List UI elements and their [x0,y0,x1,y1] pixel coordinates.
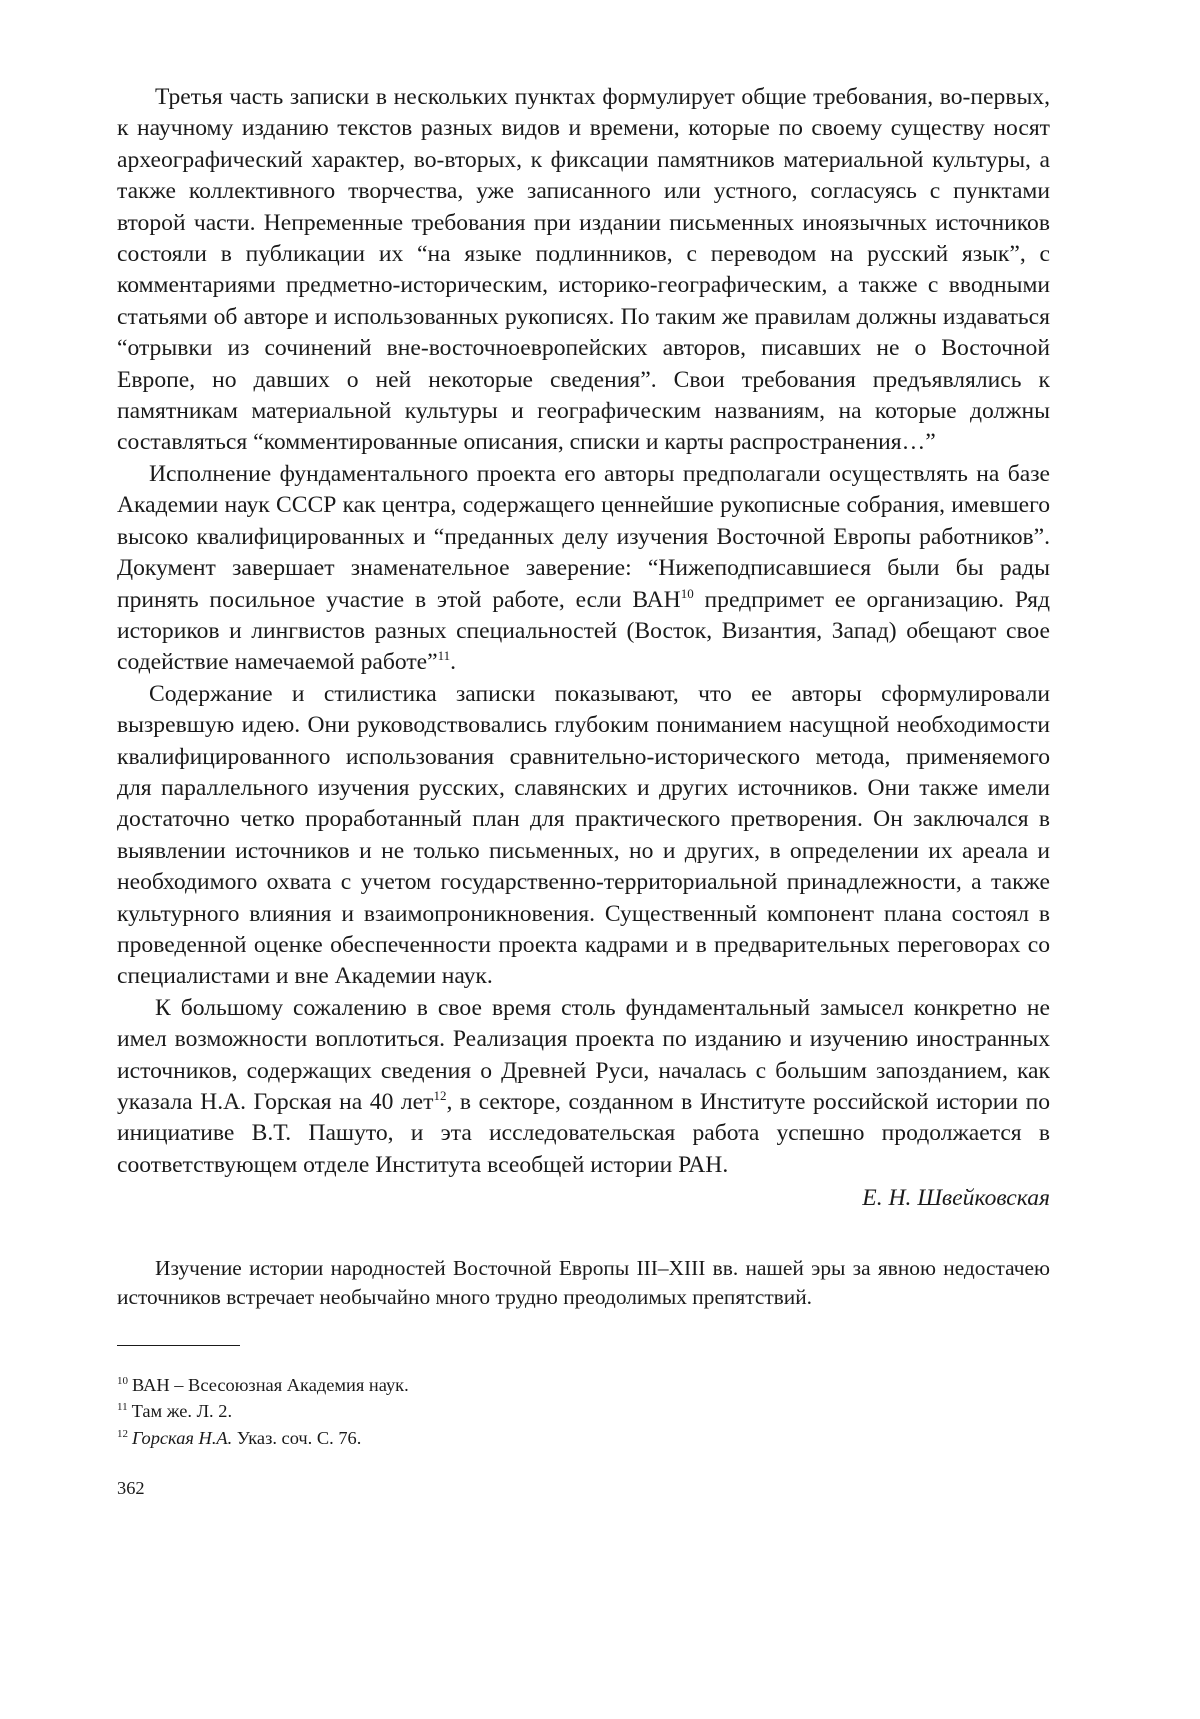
paragraph-text: . [450,649,457,676]
footnote-number: 10 [117,1374,128,1387]
footnotes [117,1372,1050,1452]
main-text [117,82,1050,1181]
paragraph-text: Исполнение фундаментального проекта его авторы предполагали осуществлять на базе Академии наук СССР как центра, содержащего ценнейшие рукописные собрания, имевшего высоко квалифицированных и “преданных делу изучения Восточной Европы работников”. Документ завершает знаменательное заверение: “Нижеподписавшиеся были бы рады принять посильное участие в этой работе, если ВАН [117,460,1050,613]
footnote-divider [117,1345,240,1346]
paragraph-text: предпримет ее организацию. Ряд историков и лингвистов разных специальностей (Восток, Византия, Запад) обещают свое содействие намечаемой работе” [117,586,1050,676]
epigraph-quote: Изучение истории народностей Восточной Европы III–XIII вв. нашей эры за явною недостачею источников встречает необычайно много трудно преодолимых препятствий. [117,1255,1050,1310]
paragraph-text: Третья часть записки в нескольких пунктах формулирует общие требования, во-первых, к научному изданию текстов разных видов и времени, которые по своему существу носят археографический характер, во-вторых, к фиксации памятников материальной культуры, а также коллективного творчества, уже записанного или устного, согласуясь с пунктами второй части. Непременные требования при издании письменных иноязычных источников состояли в публикации их “на языке подлинников, с переводом на русский язык”, с комментариями предметно-историческим, историко-географическим, а также с вводными статьями об авторе и использованных рукописях. По таким же правилам должны издаваться “отрывки из сочинений вне-восточноевропейских авторов, писавших не о Восточной Европе, но давших о ней некоторые сведения”. Свои требования предъявлялись к памятникам материальной культуры и географическим названиям, на которые должны составляться “комментированные описания, списки и карты распространения…” [117,84,1050,456]
paragraph-text: К большому сожалению в свое время столь фундаментальный замысел конкретно не имел возможности воплотиться. Реализация проекта по изданию и изучению иностранных источников, содержащих сведения о Древней Руси, началась с большим запозданием, как указала Н.А. Горская на 40 лет [117,994,1050,1115]
paragraph-text: , в секторе, созданном в Институте российской истории по инициативе В.Т. Пашуто, и эта исследовательская работа успешно продолжается в соответствующем отделе Института всеобщей истории РАН. [117,1089,1051,1178]
footnote-ref-12: 12 [433,1088,447,1104]
footnote-10 [117,1372,1050,1399]
footnote-ref-11: 11 [437,648,451,664]
footnote-number: 11 [117,1401,128,1413]
footnote-number: 12 [117,1427,128,1440]
document-page [117,82,1050,1500]
footnote-text: Там же. Л. 2. [131,1401,233,1422]
author-signature: Е. Н. Швейковская [862,1185,1050,1212]
footnote-author: Горская Н.А. [132,1427,233,1448]
page-number: 362 [117,1478,145,1499]
paragraph-2 [117,459,1050,679]
footnote-11 [117,1398,1050,1425]
paragraph-text: Содержание и стилистика записки показывают, что ее авторы сформулировали вызревшую идею. Они руководствовались глубоким пониманием насущной необходимости квалифицированного использования сравнительно-исторического метода, применяемого для параллельного изучения русских, славянских и других источников. Они также имели достаточно четко проработанный план для практического претворения. Он заключался в выявлении источников и не только письменных, но и других, в определении их ареала и необходимого охвата с учетом государственно-территориальной принадлежности, а также культурного влияния и взаимопроникновения. Существенный компонент плана состоял в проведенной оценке обеспеченности проекта кадрами и в предварительных переговорах со специалистами и вне Академии наук. [117,680,1050,990]
footnote-ref-10: 10 [680,585,694,601]
paragraph-4 [117,993,1050,1181]
paragraph-3 [117,679,1050,993]
footnote-12 [117,1425,1050,1452]
footnote-text: ВАН – Всесоюзная Академия наук. [132,1374,409,1395]
footnote-text: Указ. соч. С. 76. [232,1427,362,1448]
paragraph-1 [117,82,1050,459]
